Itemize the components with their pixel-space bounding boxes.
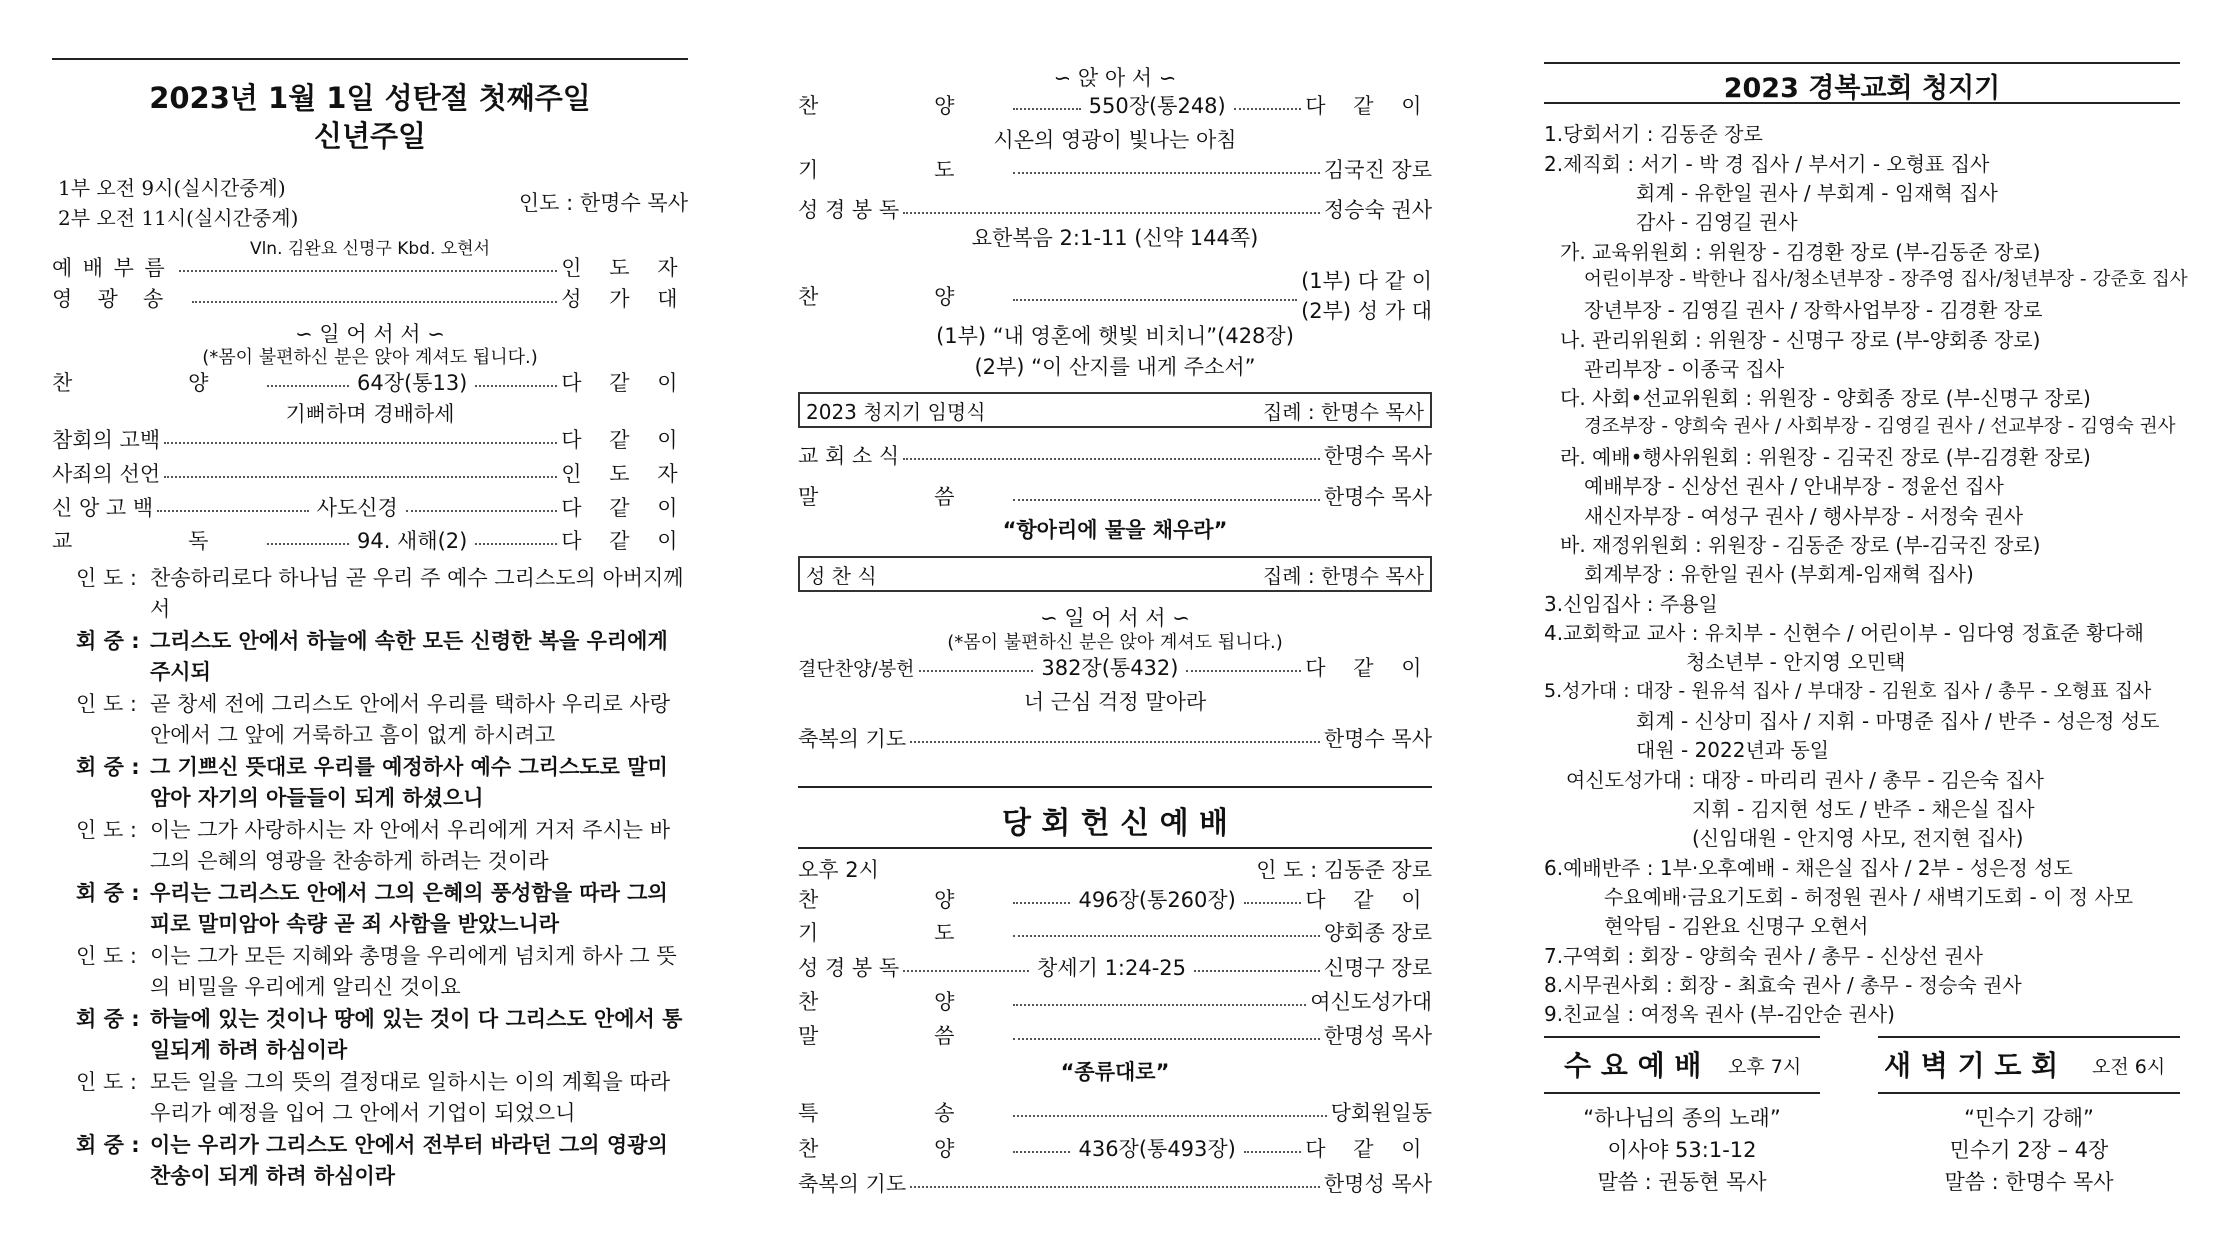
stand-instruction: ∽ 일 어 서 서 ∽ bbox=[295, 322, 445, 346]
evening-choir: 찬 양 여신도성가대 bbox=[798, 990, 1432, 1014]
steward-line: 회계 - 유한일 권사 / 부회계 - 임재혁 집사 bbox=[1636, 181, 1998, 205]
divider bbox=[52, 58, 688, 60]
order-gloria: 영광송 성 가 대 bbox=[52, 287, 688, 311]
reading-line: 인 도 : 찬송하리로다 하나님 곧 우리 주 예수 그리스도의 아버지께서 bbox=[76, 566, 684, 621]
stand-instruction: ∽ 일 어 서 서 ∽ bbox=[1040, 606, 1190, 630]
reading-line: 인 도 : 이는 그가 모든 지혜와 총명을 우리에게 넘치게 하사 그 뜻의 비밀을 우리에게 알리신 것이요 bbox=[76, 944, 677, 999]
reading-line: 회 중 : 하늘에 있는 것이나 땅에 있는 것이 다 그리스도 안에서 통일되게 하려 하심이라 bbox=[76, 1007, 683, 1062]
evening-hymn: 찬 양 496장(통260장) 다 같 이 bbox=[798, 888, 1433, 912]
evening-prayer: 기 도 양회종 장로 bbox=[798, 921, 1432, 945]
steward-line: 다. 사회•선교위원회 : 위원장 - 양회종 장로 (부-신명구 장로) bbox=[1560, 386, 2091, 410]
order-news: 교 회 소 식 한명수 목사 bbox=[798, 444, 1432, 468]
sit-instruction: ∽ 앉 아 서 ∽ bbox=[1053, 66, 1177, 90]
steward-line: 회계 - 신상미 집사 / 지휘 - 마명준 집사 / 반주 - 성은정 성도 bbox=[1636, 709, 2160, 733]
steward-line: 수요예배·금요기도회 - 허정원 권사 / 새벽기도회 - 이 정 사모 bbox=[1604, 885, 2134, 909]
evening-leader: 인 도 : 김동준 장로 bbox=[1256, 858, 1432, 882]
steward-line: 장년부장 - 김영길 권사 / 장학사업부장 - 김경환 장로 bbox=[1584, 298, 2043, 322]
evening-service-title: 당 회 헌 신 예 배 bbox=[1001, 806, 1229, 841]
steward-line: 8.시무권사회 : 회장 - 최효숙 권사 / 총무 - 정승숙 권사 bbox=[1544, 973, 2022, 997]
evening-sermon-title: “종류대로” bbox=[1060, 1060, 1170, 1084]
stewards-title: 2023 경복교회 청지기 bbox=[1723, 73, 2001, 104]
steward-line: 경조부장 - 양희숙 권사 / 사회부장 - 김영길 권사 / 선교부장 - 김영숙 권사 bbox=[1584, 416, 2176, 437]
wednesday-speaker: 말씀 : 권동현 목사 bbox=[1597, 1170, 1767, 1194]
order-sermon: 말 씀 한명수 목사 bbox=[798, 485, 1432, 509]
divider bbox=[798, 786, 1432, 788]
wednesday-reference: 이사야 53:1-12 bbox=[1607, 1138, 1757, 1162]
steward-line: 라. 예배•행사위원회 : 위원장 - 김국진 장로 (부-김경환 장로) bbox=[1560, 445, 2091, 469]
order-hymn: 찬 양 64장(통13) 다 같 이 bbox=[52, 371, 688, 395]
evening-benediction: 축복의 기도 한명성 목사 bbox=[798, 1172, 1432, 1196]
order-absolution: 사죄의 선언 인 도 자 bbox=[52, 462, 688, 486]
dawn-title: 새 벽 기 도 회 bbox=[1884, 1049, 2059, 1082]
divider bbox=[798, 847, 1432, 849]
steward-line: 6.예배반주 : 1부·오후예배 - 채은실 집사 / 2부 - 성은정 성도 bbox=[1544, 856, 2073, 880]
wednesday-time: 오후 7시 bbox=[1728, 1056, 1802, 1078]
evening-special-song: 특 송 당회원일동 bbox=[798, 1101, 1432, 1125]
order-benediction: 축복의 기도 한명수 목사 bbox=[798, 727, 1432, 751]
order-offering: 결단찬양/봉헌 382장(통432) 다 같 이 bbox=[798, 656, 1432, 680]
sermon-title: “항아리에 물을 채우라” bbox=[1002, 518, 1228, 542]
column-sunday-service bbox=[52, 0, 688, 1234]
dawn-reference: 민수기 2장 – 4장 bbox=[1949, 1138, 2109, 1162]
reading-line: 회 중 : 이는 우리가 그리스도 안에서 전부터 바라던 그의 영광의 찬송이 되게 하려 하심이라 bbox=[76, 1133, 668, 1188]
wednesday-song: “하나님의 종의 노래” bbox=[1583, 1106, 1781, 1130]
service-time-1: 1부 오전 9시(실시간중계) bbox=[58, 176, 286, 200]
order-creed: 신 앙 고 백 사도신경 다 같 이 bbox=[52, 496, 689, 520]
steward-line: (신임대원 - 안지영 사모, 전지현 집사) bbox=[1692, 826, 2024, 850]
stewardship-ceremony-box: 2023 청지기 임명식 집례 : 한명수 목사 bbox=[798, 392, 1432, 428]
steward-line: 대원 - 2022년과 동일 bbox=[1636, 738, 1830, 762]
wednesday-title: 수 요 예 배 bbox=[1564, 1049, 1702, 1082]
steward-line: 4.교회학교 교사 : 유치부 - 신현수 / 어린이부 - 임다영 정효준 황다해 bbox=[1544, 621, 2144, 645]
order-responsive-reading: 교 독 94. 새해(2) 다 같 이 bbox=[52, 529, 688, 553]
service-leader: 인도 : 한명수 목사 bbox=[518, 191, 688, 215]
steward-line: 가. 교육위원회 : 위원장 - 김경환 장로 (부-김동준 장로) bbox=[1560, 240, 2041, 264]
reading-line: 인 도 : 모든 일을 그의 뜻의 결정대로 일하시는 이의 계획을 따라 우리가 예정을 입어 그 안에서 기업이 되었으니 bbox=[76, 1070, 670, 1125]
steward-line: 어린이부장 - 박한나 집사/청소년부장 - 장주영 집사/청년부장 - 강준호 집사 bbox=[1584, 269, 2188, 290]
steward-line: 1.당회서기 : 김동준 장로 bbox=[1544, 122, 1763, 146]
steward-line: 여신도성가대 : 대장 - 마리리 권사 / 총무 - 김은숙 집사 bbox=[1566, 768, 2044, 792]
reading-line: 회 중 : 그리스도 안에서 하늘에 속한 모든 신령한 복을 우리에게 주시되 bbox=[76, 629, 668, 684]
communion-box: 성 찬 식 집례 : 한명수 목사 bbox=[798, 556, 1432, 592]
service-subtitle: 신년주일 bbox=[313, 119, 427, 153]
stand-note: (*몸이 불편하신 분은 앉아 계셔도 됩니다.) bbox=[202, 347, 538, 368]
steward-line: 새신자부장 - 여성구 권사 / 행사부장 - 서정숙 권사 bbox=[1584, 504, 2024, 528]
steward-line: 예배부장 - 신상선 권사 / 안내부장 - 정윤선 집사 bbox=[1584, 474, 2004, 498]
reading-line: 회 중 : 우리는 그리스도 안에서 그의 은혜의 풍성함을 따라 그의 피로 말미암아 속량 곧 죄 사함을 받았느니라 bbox=[76, 881, 668, 936]
dawn-time: 오전 6시 bbox=[2092, 1056, 2166, 1078]
steward-line: 회계부장 : 유한일 권사 (부회계-임재혁 집사) bbox=[1584, 562, 1974, 586]
evening-sermon: 말 씀 한명성 목사 bbox=[798, 1024, 1432, 1048]
steward-line: 3.신임집사 : 주용일 bbox=[1544, 592, 1718, 616]
column-stewards bbox=[1544, 0, 2188, 1234]
order-choir: 찬 양 (1부) 다 같 이 (2부) 성 가 대 bbox=[798, 269, 1432, 323]
reading-line: 회 중 : 그 기쁘신 뜻대로 우리를 예정하사 예수 그리스도로 말미암아 자기의 아들들이 되게 하셨으니 bbox=[76, 755, 668, 810]
choir-song-1: (1부) “내 영혼에 햇빛 비치니”(428장) bbox=[936, 324, 1294, 348]
evening-hymn-2: 찬 양 436장(통493장) 다 같 이 bbox=[798, 1137, 1433, 1161]
offering-song-title: 너 근심 걱정 말아라 bbox=[1023, 690, 1207, 714]
scripture-reference: 요한복음 2:1-11 (신약 144쪽) bbox=[971, 226, 1259, 250]
steward-line: 5.성가대 : 대장 - 원유석 집사 / 부대장 - 김원호 집사 / 총무 - 오형표 집사 bbox=[1544, 680, 2152, 702]
reading-line: 인 도 : 이는 그가 사랑하시는 자 안에서 우리에게 거저 주시는 바 그의 은혜의 영광을 찬송하게 하려는 것이라 bbox=[76, 818, 670, 873]
dawn-song: “민수기 강해” bbox=[1964, 1106, 2094, 1130]
wednesday-service bbox=[1544, 1036, 1820, 1236]
steward-line: 청소년부 - 안지영 오민택 bbox=[1686, 650, 1906, 674]
service-time-2: 2부 오전 11시(실시간중계) bbox=[58, 206, 299, 230]
order-call-to-worship: 예배부름 인 도 자 bbox=[52, 256, 688, 280]
steward-line: 7.구역회 : 회장 - 양희숙 권사 / 총무 - 신상선 권사 bbox=[1544, 944, 1984, 968]
steward-line: 2.제직회 : 서기 - 박 경 집사 / 부서기 - 오형표 집사 bbox=[1544, 152, 1990, 176]
musicians: Vln. 김완요 신명구 Kbd. 오현서 bbox=[249, 239, 491, 259]
divider bbox=[1544, 62, 2180, 64]
steward-line: 나. 관리위원회 : 위원장 - 신명구 장로 (부-양회종 장로) bbox=[1560, 328, 2041, 352]
steward-line: 감사 - 김영길 권사 bbox=[1636, 210, 1798, 234]
order-prayer: 기 도 김국진 장로 bbox=[798, 158, 1432, 182]
dawn-speaker: 말씀 : 한명수 목사 bbox=[1944, 1170, 2114, 1194]
steward-line: 현악팀 - 김완요 신명구 오현서 bbox=[1604, 914, 1869, 938]
order-confession: 참회의 고백 다 같 이 bbox=[52, 428, 688, 452]
column-service-continued bbox=[798, 0, 1432, 1234]
hymn-title: 기뻐하며 경배하세 bbox=[285, 402, 455, 426]
steward-line: 바. 재정위원회 : 위원장 - 김동준 장로 (부-김국진 장로) bbox=[1560, 533, 2041, 557]
steward-line: 9.친교실 : 여정옥 권사 (부-김안순 권사) bbox=[1544, 1002, 1895, 1026]
order-scripture: 성 경 봉 독 정승숙 권사 bbox=[798, 198, 1432, 222]
stand-note: (*몸이 불편하신 분은 앉아 계셔도 됩니다.) bbox=[947, 632, 1283, 653]
choir-song-2: (2부) “이 산지를 내게 주소서” bbox=[974, 355, 1256, 379]
reading-line: 인 도 : 곧 창세 전에 그리스도 안에서 우리를 택하사 우리로 사랑 안에서 그 앞에 거룩하고 흠이 없게 하시려고 bbox=[76, 692, 670, 747]
divider bbox=[1544, 102, 2180, 104]
order-hymn: 찬 양 550장(통248) 다 같 이 bbox=[798, 94, 1432, 118]
steward-line: 지휘 - 김지현 성도 / 반주 - 채은실 집사 bbox=[1692, 797, 2035, 821]
hymn-title: 시온의 영광이 빛나는 아침 bbox=[993, 128, 1237, 152]
evening-time: 오후 2시 bbox=[798, 858, 879, 882]
steward-line: 관리부장 - 이종국 집사 bbox=[1584, 357, 1785, 381]
dawn-prayer bbox=[1878, 1036, 2180, 1236]
service-title: 2023년 1월 1일 성탄절 첫째주일 bbox=[149, 81, 591, 115]
evening-scripture: 성 경 봉 독 창세기 1:24-25 신명구 장로 bbox=[798, 956, 1432, 980]
